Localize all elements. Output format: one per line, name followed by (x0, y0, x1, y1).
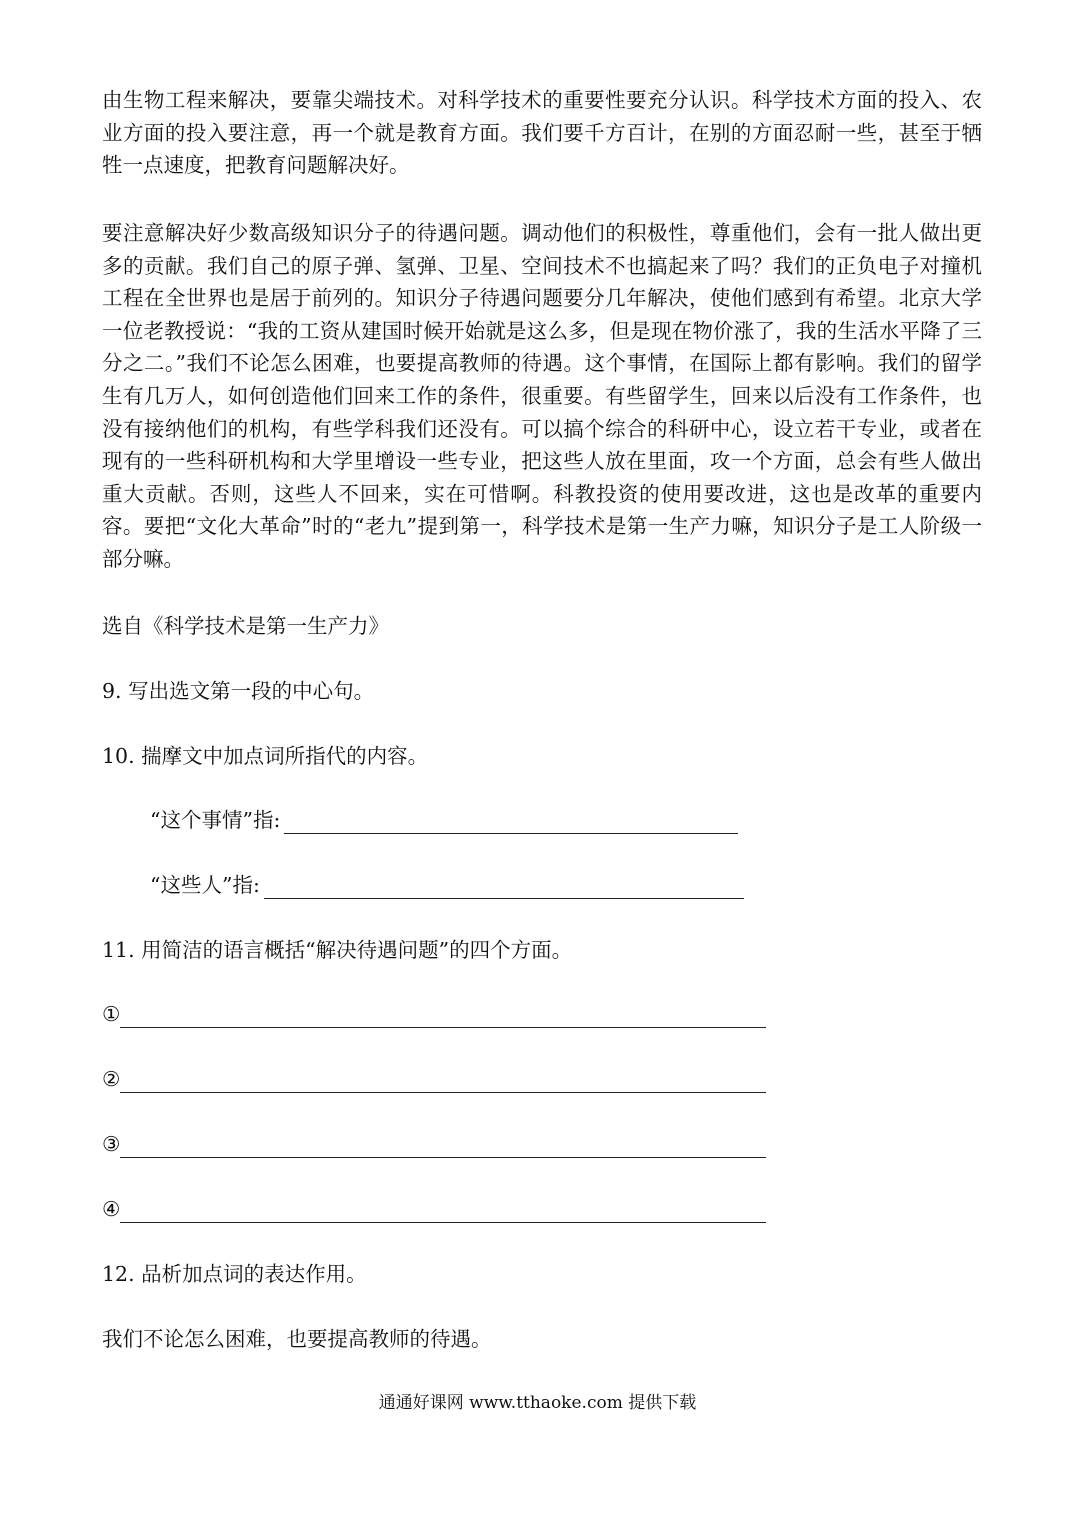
q11-marker-4: ④ (102, 1197, 121, 1221)
q11-answer-row-3 (102, 1130, 766, 1158)
q11-answer-line-2[interactable] (120, 1070, 766, 1093)
q11-answer-line-1[interactable] (120, 1005, 766, 1028)
q10-answer-line-2[interactable] (264, 876, 744, 899)
q11-marker-2: ② (102, 1067, 121, 1091)
q11-marker-3: ③ (102, 1132, 121, 1156)
question-10: 10. 揣摩文中加点词所指代的内容。 (102, 744, 429, 768)
page-footer: 通通好课网 www.tthaoke.com 提供下载 (378, 1393, 697, 1413)
question-9: 9. 写出选文第一段的中心句。 (102, 679, 375, 703)
q11-answer-row-1 (102, 1000, 766, 1028)
question-12-sentence: 我们不论怎么困难，也要提高教师的待遇。 (102, 1327, 492, 1351)
q11-answer-line-3[interactable] (120, 1135, 766, 1158)
q10-blank-row-1 (150, 806, 738, 834)
q10-answer-line-1[interactable] (284, 811, 738, 834)
q10-blank-label-2: “这些人”指: (150, 873, 260, 897)
q11-answer-row-2 (102, 1065, 766, 1093)
paragraph-1: 由生物工程来解决，要靠尖端技术。对科学技术的重要性要充分认识。科学技术方面的投入、农业方面的投入要注意，再一个就是教育方面。我们要千方百计，在别的方面忍耐一些，甚至于牺牲一点速度，把教育问题解决好。 (102, 88, 982, 178)
q11-answer-line-4[interactable] (120, 1200, 766, 1223)
q10-blank-row-2 (150, 871, 744, 899)
question-12: 12. 品析加点词的表达作用。 (102, 1262, 367, 1286)
q11-marker-1: ① (102, 1002, 121, 1026)
paragraph-2: 要注意解决好少数高级知识分子的待遇问题。调动他们的积极性，尊重他们，会有一批人做出更多的贡献。我们自己的原子弹、氢弹、卫星、空间技术不也搞起来了吗？我们的正负电子对撞机工程在全世界也是居于前列的。知识分子待遇问题要分几年解决，使他们感到有希望。北京大学一位老教授说：“我的工资从建国时候开始就是这么多，但是现在物价涨了，我的生活水平降了三分之二。”我们不论怎么困难，也要提高教师的待遇。这个事情，在国际上都有影响。我们的留学生有几万人，如何创造他们回来工作的条件，很重要。有些留学生，回来以后没有工作条件，也没有接纳他们的机构，有些学科我们还没有。可以搞个综合的科研中心，设立若干专业，或者在现有的一些科研机构和大学里增设一些专业，把这些人放在里面，攻一个方面，总会有些人做出重大贡献。否则，这些人不回来，实在可惜啊。科教投资的使用要改进，这也是改革的重要内容。要把“文化大革命”时的“老九”提到第一，科学技术是第一生产力嘛，知识分子是工人阶级一部分嘛。 (102, 221, 982, 571)
source-note: 选自《科学技术是第一生产力》 (102, 614, 389, 638)
question-11: 11. 用简洁的语言概括“解决待遇问题”的四个方面。 (102, 938, 573, 962)
q10-blank-label-1: “这个事情”指: (150, 808, 281, 832)
q11-answer-row-4 (102, 1195, 766, 1223)
